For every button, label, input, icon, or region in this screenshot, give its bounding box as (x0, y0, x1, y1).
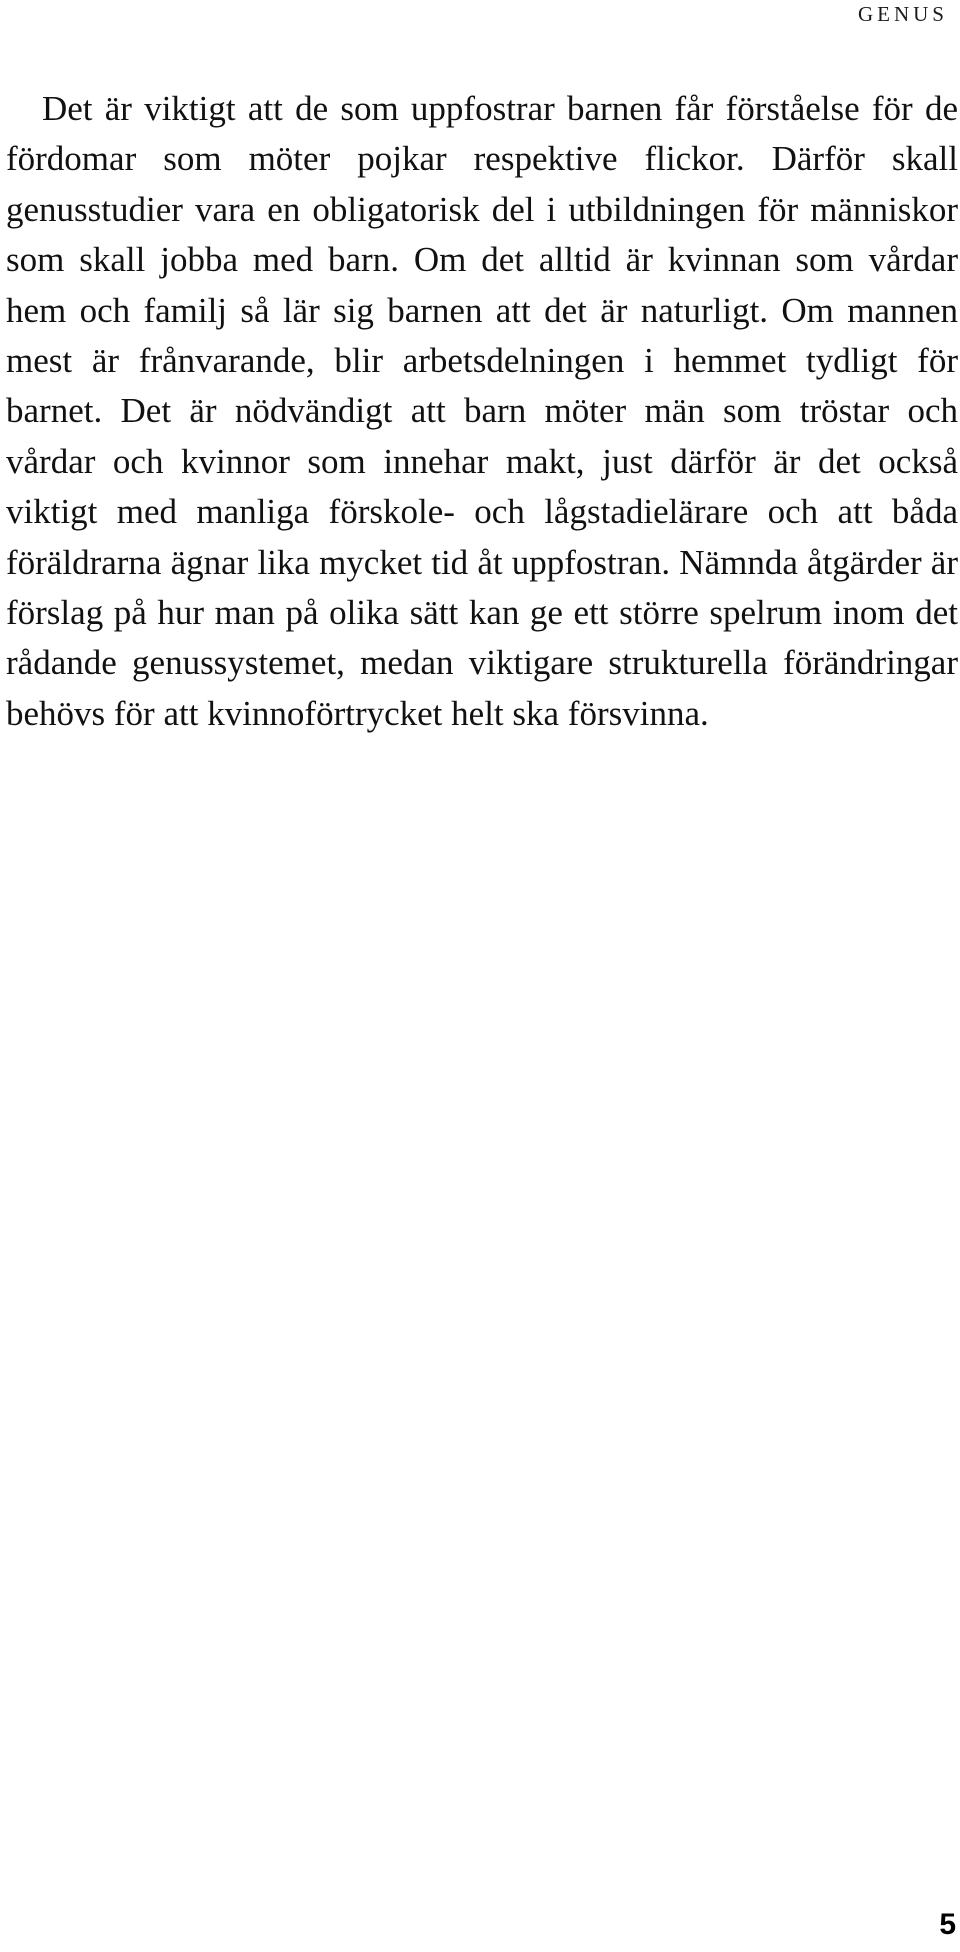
body-paragraph: Det är viktigt att de som uppfostrar barnen får förståelse för de fördomar som möter pojkar respektive flickor. Därför skall genusstudier vara en obligatorisk del i utbildningen för människor som skall jobba med barn. Om det alltid är kvinnan som vårdar hem och familj så lär sig barnen att det är naturligt. Om mannen mest är frånvarande, blir arbetsdelningen i hemmet tydligt för barnet. Det är nödvändigt att barn möter män som tröstar och vårdar och kvinnor som innehar makt, just därför är det också viktigt med manliga förskole- och lågstadielärare och att båda föräldrarna ägnar lika mycket tid åt uppfostran. Nämnda åtgärder är förslag på hur man på olika sätt kan ge ett större spelrum inom det rådande genussystemet, medan viktigare strukturella förändringar behövs för att kvinnoförtrycket helt ska försvinna. (6, 89, 958, 733)
page-number: 5 (939, 1908, 956, 1941)
running-head: GENUS (857, 2, 948, 26)
